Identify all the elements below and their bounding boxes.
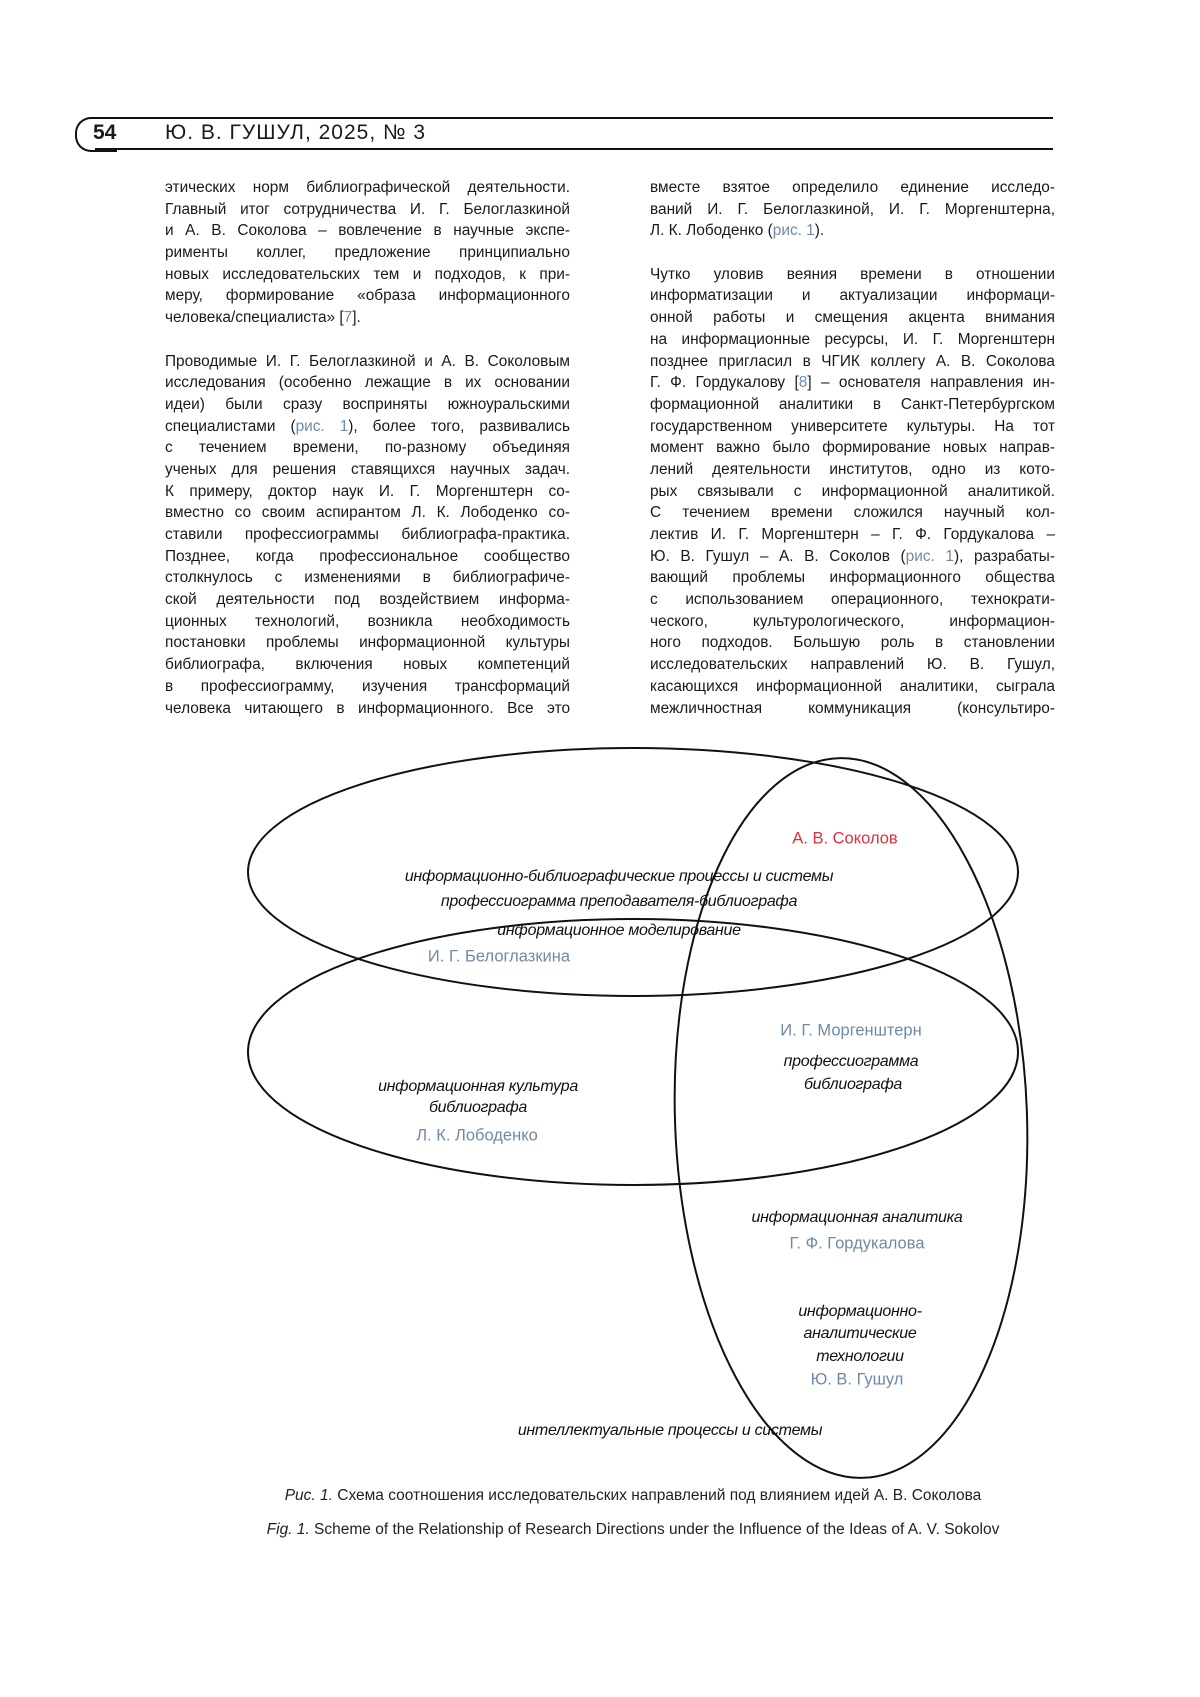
caption-ru-text: Схема соотношения исследовательских направлений под влиянием идей А. В. Соколова: [333, 1487, 981, 1504]
page-number: 54: [93, 121, 116, 145]
caption-ru: [285, 1487, 982, 1505]
name-gordukalova: Г. Ф. Гордукалова: [790, 1235, 925, 1254]
label-ib-processes: информационно-библиографические процессы и системы: [405, 868, 833, 886]
text-segment: ставили профессиограммы библиографа-практика.: [165, 526, 570, 543]
text-segment: рименты коллег, предложение принципиально: [165, 244, 570, 261]
text-segment: информатизации и актуализации информаци-: [650, 287, 1055, 304]
text-segment: человека читающего в информационного. Все это: [165, 700, 570, 717]
text-segment: этических норм библиографической деятельности.: [165, 179, 570, 196]
text-segment: специалистами (: [165, 418, 296, 435]
text-segment: Позднее, когда профессиональное сообщество: [165, 548, 570, 565]
reference-link[interactable]: рис. 1: [906, 548, 954, 565]
running-head: Ю. В. ГУШУЛ, 2025, № 3: [165, 121, 426, 145]
caption-en: [267, 1521, 1000, 1539]
text-segment: касающихся информационной аналитики, сыграла: [650, 678, 1055, 695]
reference-link[interactable]: 7: [344, 309, 353, 326]
text-segment: в профессиограмму, изучения трансформаций: [165, 678, 570, 695]
text-segment: Главный итог сотрудничества И. Г. Белоглазкиной: [165, 201, 570, 218]
venn-diagram: [0, 0, 1200, 1697]
text-segment: онной работы и смещения акцента внимания: [650, 309, 1055, 326]
name-beloglazkina: И. Г. Белоглазкина: [428, 948, 570, 967]
text-segment: ционных технологий, возникла необходимость: [165, 613, 570, 630]
label-intellectual: интеллектуальные процессы и системы: [518, 1422, 822, 1440]
text-segment: вместно со своим аспирантом Л. К. Лободенко со-: [165, 504, 570, 521]
label-tech-2: аналитические: [803, 1325, 916, 1343]
label-culture-1: информационная культура: [378, 1078, 578, 1096]
text-segment: на информационные ресурсы, И. Г. Моргенштерн: [650, 331, 1055, 348]
reference-link[interactable]: рис. 1: [296, 418, 349, 435]
text-segment: Г. Ф. Гордукалову [: [650, 374, 799, 391]
name-sokolov: А. В. Соколов: [792, 830, 897, 849]
text-segment: вающий проблемы информационного общества: [650, 569, 1055, 586]
text-segment: ного подходов. Большую роль в становлении: [650, 634, 1055, 651]
caption-en-text: Scheme of the Relationship of Research Directions under the Influence of the Ideas of A. V. Sokolov: [310, 1521, 1000, 1538]
text-segment: меру, формирование «образа информационного: [165, 287, 570, 304]
text-segment: ческого, культурологического, информацион-: [650, 613, 1055, 630]
text-segment: К примеру, доктор наук И. Г. Моргенштерн со-: [165, 483, 570, 500]
text-segment: лений деятельности институтов, одно из кото-: [650, 461, 1055, 478]
text-segment: Проводимые И. Г. Белоглазкиной и А. В. Соколовым: [165, 353, 570, 370]
reference-link[interactable]: рис. 1: [773, 222, 815, 239]
label-tech-1: информационно-: [798, 1303, 921, 1321]
text-segment: постановки проблемы информационной культуры: [165, 634, 570, 651]
caption-ru-prefix: Рис. 1.: [285, 1487, 333, 1504]
text-segment: момент важно было формирование новых направ-: [650, 439, 1055, 456]
text-segment: столкнулось с изменениями в библиографиче-: [165, 569, 570, 586]
label-modeling: информационное моделирование: [497, 922, 740, 940]
ellipse-information-culture: [248, 919, 1018, 1185]
text-segment: исследования (особенно лежащие в их основании: [165, 374, 570, 391]
text-segment: ].: [352, 309, 361, 326]
text-segment: Ю. В. Гушул – А. В. Соколов (: [650, 548, 906, 565]
text-segment: с течением времени, по-разному объединяя: [165, 439, 570, 456]
text-segment: формационной аналитики в Санкт-Петербургском: [650, 396, 1055, 413]
text-segment: новых исследовательских тем и подходов, к при-: [165, 266, 570, 283]
text-segment: ).: [815, 222, 824, 239]
text-segment: вместе взятое определило единение исследо-: [650, 179, 1055, 196]
name-gushul: Ю. В. Гушул: [811, 1371, 904, 1390]
text-segment: ваний И. Г. Белоглазкиной, И. Г. Моргенштерна,: [650, 201, 1055, 218]
text-segment: и А. В. Соколова – вовлечение в научные экспе-: [165, 222, 570, 239]
caption-en-prefix: Fig. 1.: [267, 1521, 310, 1538]
label-tech-3: технологии: [816, 1348, 904, 1366]
label-prof-bib-2: библиографа: [804, 1076, 902, 1094]
label-culture-2: библиографа: [429, 1099, 527, 1117]
label-prof-bib-1: профессиограмма: [784, 1053, 919, 1071]
reference-link[interactable]: 8: [799, 374, 808, 391]
text-segment: рых связывали с информационной аналитикой.: [650, 483, 1055, 500]
name-lobodenko: Л. К. Лободенко: [416, 1127, 538, 1146]
text-segment: библиографа, включения новых компетенций: [165, 656, 570, 673]
text-segment: позднее пригласил в ЧГИК коллегу А. В. Соколова: [650, 353, 1055, 370]
text-segment: ] – основателя направления ин-: [807, 374, 1055, 391]
text-segment: межличностная коммуникация (консультиро-: [650, 700, 1055, 717]
text-segment: лектив И. Г. Моргенштерн – Г. Ф. Гордукалова –: [650, 526, 1055, 543]
name-morgenstern: И. Г. Моргенштерн: [780, 1022, 921, 1041]
text-segment: идеи) были сразу восприняты южноуральскими: [165, 396, 570, 413]
text-segment: Чутко уловив веяния времени в отношении: [650, 266, 1055, 283]
label-analytics: информационная аналитика: [751, 1209, 962, 1227]
text-segment: С течением времени сложился научный кол-: [650, 504, 1055, 521]
text-segment: человека/специалиста» [: [165, 309, 344, 326]
text-segment: ской деятельности под воздействием информа-: [165, 591, 570, 608]
text-segment: ученых для решения ставящихся научных задач.: [165, 461, 570, 478]
text-segment: ), более того, развивались: [348, 418, 570, 435]
text-segment: Л. К. Лободенко (: [650, 222, 773, 239]
label-prof-teacher: профессиограмма преподавателя-библиографа: [441, 893, 797, 911]
text-segment: ), разрабаты-: [954, 548, 1055, 565]
text-segment: с использованием операционного, технократи-: [650, 591, 1055, 608]
text-segment: исследовательских направлений Ю. В. Гушул,: [650, 656, 1055, 673]
text-segment: государственном университете культуры. На тот: [650, 418, 1055, 435]
